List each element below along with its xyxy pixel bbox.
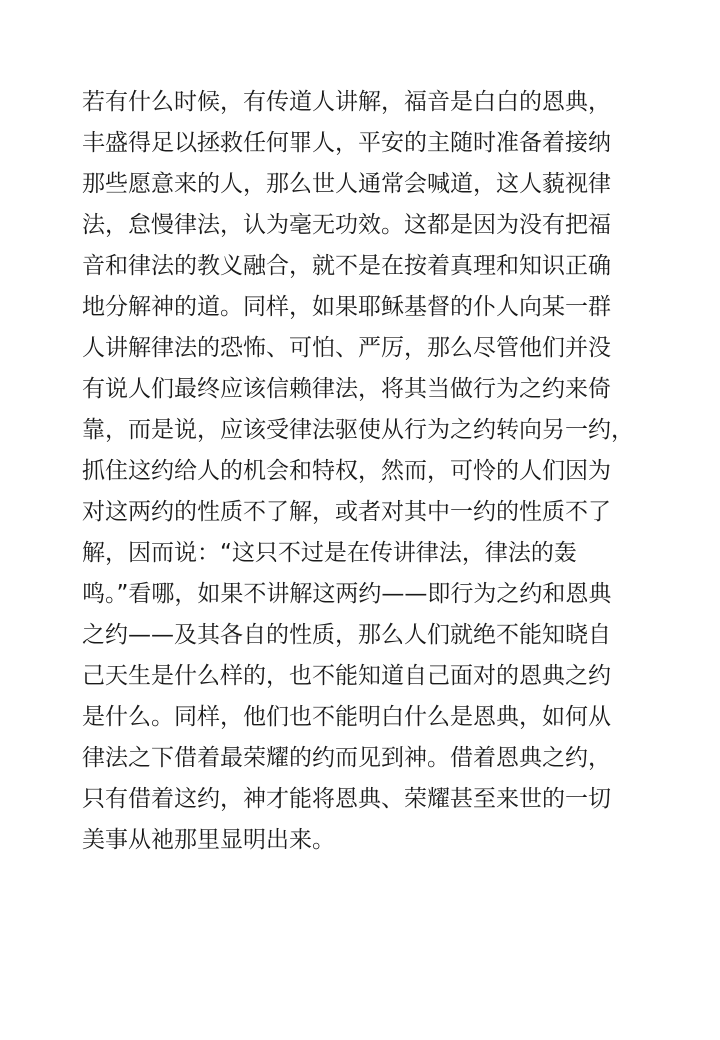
text-line-10: 抓住这约给人的机会和特权，然而，可怜的人们因为 bbox=[82, 458, 611, 484]
text-line-15: 己天生是什么样的，也不能知道自己面对的恩典之约 bbox=[82, 663, 611, 689]
body-paragraph bbox=[82, 82, 702, 861]
text-line-3: 那些愿意来的人，那么世人通常会喊道，这人藐视律 bbox=[82, 171, 611, 197]
text-line-7: 人讲解律法的恐怖、可怕、严厉，那么尽管他们并没 bbox=[82, 335, 611, 361]
text-line-17: 律法之下借着最荣耀的约而见到神。借着恩典之约， bbox=[82, 745, 611, 771]
text-line-11: 对这两约的性质不了解，或者对其中一约的性质不了 bbox=[82, 499, 611, 525]
text-line-13: 鸣。”看哪，如果不讲解这两约——即行为之约和恩典 bbox=[82, 581, 612, 607]
text-line-1: 若有什么时候，有传道人讲解，福音是白白的恩典， bbox=[82, 89, 611, 115]
text-line-18: 只有借着这约，神才能将恩典、荣耀甚至来世的一切 bbox=[82, 786, 611, 812]
text-line-12: 解，因而说：“这只不过是在传讲律法，律法的轰 bbox=[82, 540, 577, 566]
text-line-8: 有说人们最终应该信赖律法，将其当做行为之约来倚 bbox=[82, 376, 611, 402]
text-line-5: 音和律法的教义融合，就不是在按着真理和知识正确 bbox=[82, 253, 611, 279]
text-line-9: 靠，而是说，应该受律法驱使从行为之约转向另一约， bbox=[82, 417, 634, 443]
text-line-14: 之约——及其各自的性质，那么人们就绝不能知晓自 bbox=[82, 622, 611, 648]
text-line-4: 法，怠慢律法，认为毫无功效。这都是因为没有把福 bbox=[82, 212, 611, 238]
text-line-2: 丰盛得足以拯救任何罪人，平安的主随时准备着接纳 bbox=[82, 130, 611, 156]
text-line-6: 地分解神的道。同样，如果耶稣基督的仆人向某一群 bbox=[82, 294, 611, 320]
text-line-16: 是什么。同样，他们也不能明白什么是恩典，如何从 bbox=[82, 704, 611, 730]
text-line-19: 美事从祂那里显明出来。 bbox=[82, 827, 335, 853]
